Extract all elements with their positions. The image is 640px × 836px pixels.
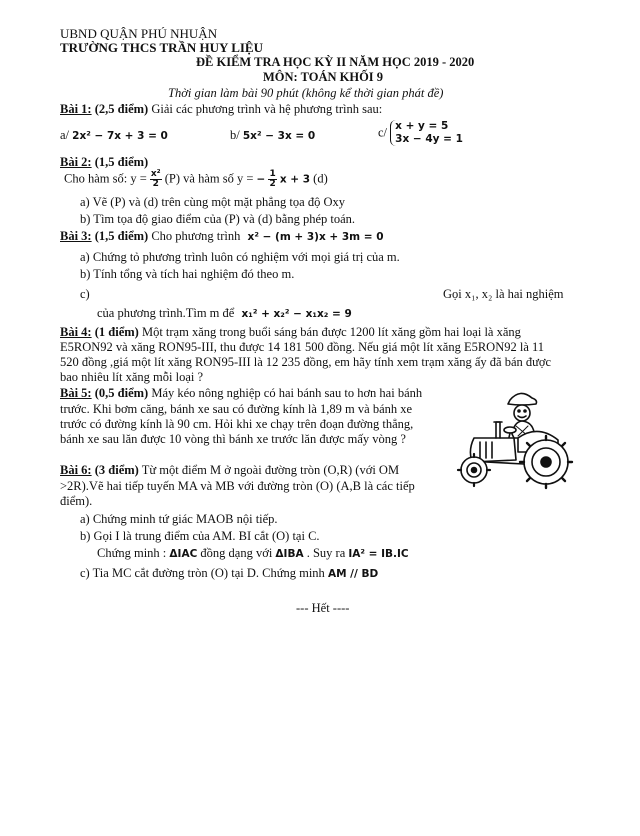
bai1-b-equation: 5x² − 3x = 0 (242, 130, 316, 142)
bai2-label: Bài 2: (60, 155, 92, 169)
bai6-a: a) Chứng minh tứ giác MAOB nội tiếp. (80, 512, 278, 526)
bai3-heading (60, 229, 384, 244)
bai6-c-equation: AM // BD (327, 568, 379, 580)
bai6-c (80, 566, 378, 581)
bai5-points: (0,5 điểm) (94, 386, 149, 400)
bai3-equation: x² − (m + 3)x + 3m = 0 (247, 231, 384, 243)
bai2-intro2: (P) và hàm số y = (164, 171, 254, 186)
bai6-b2-post: . Suy ra (306, 546, 346, 560)
bai6-points: (3 điểm) (94, 463, 139, 477)
bai3-c-label: c) (80, 287, 90, 301)
end-marker: --- Hết ---- (296, 601, 350, 615)
bai3-label: Bài 3: (60, 229, 92, 243)
bai1-a (60, 128, 168, 143)
bai4-label: Bài 4: (60, 325, 92, 339)
bai6-line3: điểm). (60, 494, 93, 508)
bai2-intro3: (d) (313, 171, 328, 186)
bai1-label: Bài 1: (60, 102, 92, 116)
tractor-illustration (452, 386, 574, 496)
bai1-points: (2,5 điểm) (94, 102, 149, 116)
bai1-c-eq2: 3x − 4y = 1 (395, 133, 463, 145)
bai6-b2-tri1: ΔIAC (169, 548, 198, 560)
bai4-line2: E5RON92 và xăng RON95-III, thu được 14 181 500 đồng. Nếu giá một lít xăng E5RON92 là 11 (60, 340, 545, 354)
bai3-c-text: của phương trình.Tìm m để (97, 306, 235, 320)
bai1-b (230, 128, 315, 143)
bai2-line-den: 2 (269, 179, 276, 189)
bai5-line1 (60, 386, 422, 401)
bai5-line2: trước. Khi bơm căng, bánh xe sau có đường kính là 1,89 m và bánh xe (60, 402, 413, 416)
bai5-label: Bài 5: (60, 386, 92, 400)
bai4-text1: Một trạm xăng trong buổi sáng bán được 1200 lít xăng gồm hai loại là xăng (141, 325, 521, 339)
bai3-text: Cho phương trình (151, 229, 241, 243)
bai2-line-sign: − (256, 173, 266, 186)
bai1-a-equation: 2x² − 7x + 3 = 0 (72, 130, 168, 142)
bai4-line3: 520 đồng ,giá một lít xăng RON95-III là 12 235 đồng, em hãy tính xem trạm xăng ấy đã bán được (60, 355, 552, 369)
bai2-line-num: 1 (269, 169, 276, 179)
bai4-line4: bao nhiêu lít xăng mỗi loại ? (60, 370, 204, 384)
bai1-c-system (390, 120, 463, 146)
time-note: Thời gian làm bài 90 phút (không kể thời gian phát đề) (168, 86, 444, 100)
bai3-b: b) Tính tổng và tích hai nghiệm đó theo m. (80, 267, 295, 281)
bai3-c-equation: x₁² + x₂² − x₁x₂ = 9 (241, 308, 352, 320)
subject-title: MÔN: TOÁN KHỐI 9 (263, 70, 384, 84)
bai4-line1 (60, 325, 521, 340)
bai6-label: Bài 6: (60, 463, 92, 477)
bai1-c-eq1: x + y = 5 (395, 120, 449, 132)
bai2-points: (1,5 điểm) (94, 155, 149, 169)
bai5-line3: trước có đường kính là 90 cm. Hỏi khi xe chạy trên đoạn đường thẳng, (60, 417, 414, 431)
bai2-intro1: Cho hàm số: y = (64, 171, 147, 186)
bai1-text: Giải các phương trình và hệ phương trình sau: (151, 102, 383, 116)
bai4-points: (1 điểm) (94, 325, 139, 339)
bai6-b2-tri2: ΔIBA (275, 548, 304, 560)
bai2-line-fraction (268, 170, 276, 189)
bai2-parabola-num: x² (150, 169, 161, 179)
bai6-b: b) Gọi I là trung điểm của AM. BI cắt (O) tại C. (80, 529, 320, 543)
school-name: TRƯỜNG THCS TRẦN HUY LIỆU (60, 40, 263, 55)
bai6-b2 (97, 546, 409, 561)
bai2-a: a) Vẽ (P) và (d) trên cùng một mặt phẳng tọa độ Oxy (80, 195, 345, 209)
bai6-text1: Từ một điểm M ở ngoài đường tròn (O,R) (với OM (141, 463, 400, 477)
bai2-heading (60, 155, 148, 170)
bai2-parabola-den: 2 (152, 179, 159, 189)
bai6-b2-mid: đồng dạng với (200, 546, 273, 560)
bai1-c (378, 120, 463, 146)
bai6-c-pre: c) Tia MC cắt đường tròn (O) tại D. Chứng minh (80, 566, 325, 580)
bai1-b-label: b/ (230, 128, 240, 142)
bai3-c-right: Gọi x₁, x₂ là hai nghiệm (443, 287, 564, 301)
bai3-points: (1,5 điểm) (94, 229, 149, 243)
bai2-b: b) Tìm tọa độ giao điểm của (P) và (d) bằng phép toán. (80, 212, 356, 226)
bai1-c-label: c/ (378, 125, 388, 140)
bai1-heading (60, 102, 382, 117)
bai3-c-line (97, 306, 352, 321)
bai5-text1: Máy kéo nông nghiệp có hai bánh sau to hơn hai bánh (151, 386, 423, 400)
bai2-parabola-fraction (150, 170, 162, 189)
bai6-b2-equation: IA² = IB.IC (348, 548, 409, 560)
exam-title: ĐỀ KIỂM TRA HỌC KỲ II NĂM HỌC 2019 - 2020 (196, 55, 475, 69)
bai1-a-label: a/ (60, 128, 70, 142)
bai6-line2: >2R).Vẽ hai tiếp tuyến MA và MB với đường tròn (O) (A,B là các tiếp (60, 479, 415, 493)
district-name: UBND QUẬN PHÚ NHUẬN (60, 26, 218, 41)
bai5-line4: bánh xe sau lăn được 10 vòng thì bánh xe trước lăn được mấy vòng ? (60, 432, 406, 446)
bai6-line1 (60, 463, 399, 478)
bai3-a: a) Chứng tỏ phương trình luôn có nghiệm với mọi giá trị của m. (80, 250, 400, 264)
bai2-line-rest: x + 3 (279, 173, 311, 186)
bai6-b2-pre: Chứng minh : (97, 546, 167, 560)
bai2-intro (64, 170, 328, 189)
